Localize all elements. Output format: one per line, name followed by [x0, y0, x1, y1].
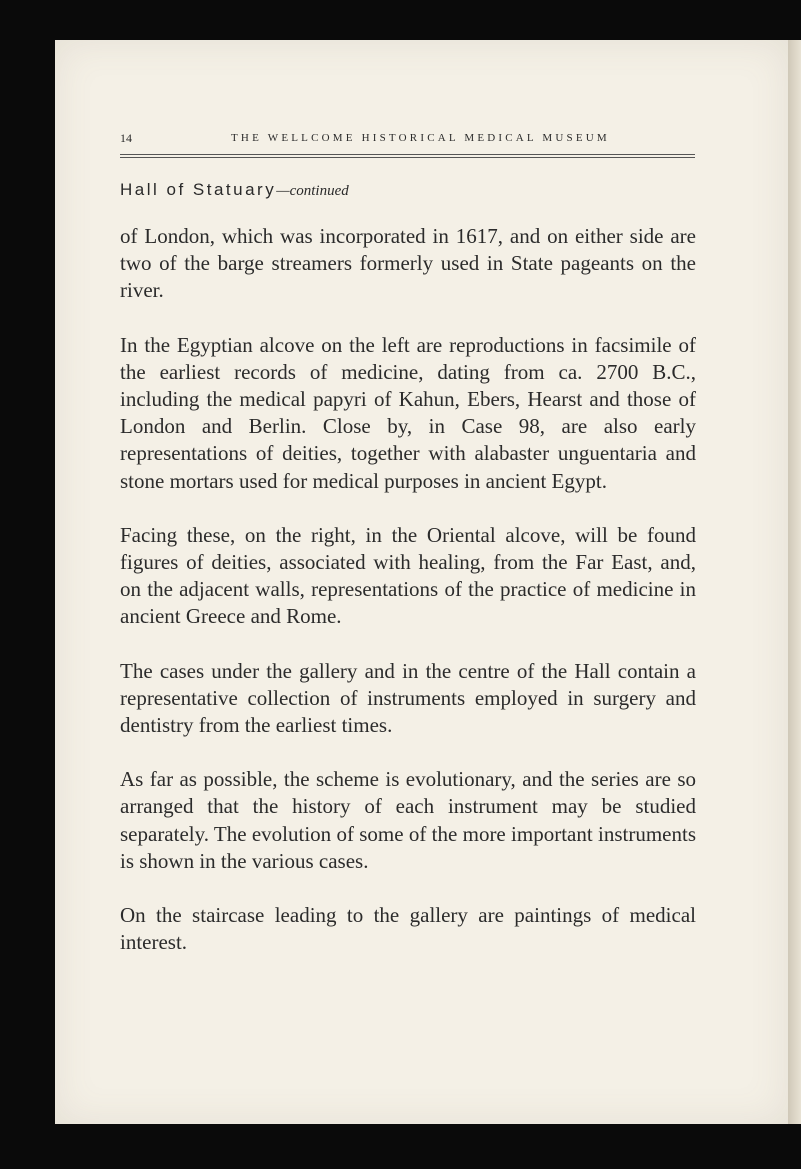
- paragraph: As far as possible, the scheme is evolutionary, and the series are so arranged that the history of each instrument may be studied separately. The evolution of some of the more important instruments is shown in the various cases.: [120, 767, 696, 873]
- paragraph: On the staircase leading to the gallery are paintings of medical interest.: [120, 903, 696, 955]
- header-rule-top: [120, 154, 695, 155]
- page-number: 14: [120, 131, 132, 145]
- section-title: Hall of Statuary: [120, 180, 277, 199]
- paragraph: The cases under the gallery and in the centre of the Hall contain a representative collection of instruments employed in surgery and dentistry from the earliest times.: [120, 658, 696, 738]
- paragraph: In the Egyptian alcove on the left are reproductions in facsimile of the earliest records of medicine, dating from ca. 2700 B.C., including the medical papyri of Kahun, Ebers, Hearst and those of London and Berlin. Close by, in Case 98, are also early representations of deities, together with alabaster unguentaria and stone mortars used for medical purposes in ancient Egypt.: [120, 332, 696, 493]
- paragraph: of London, which was incorporated in 1617, and on either side are two of the barge streamers formerly used in State pageants on the river.: [120, 224, 696, 303]
- page-edge: [788, 40, 801, 1124]
- section-continued: —continued: [276, 183, 349, 199]
- section-heading: [120, 180, 349, 200]
- paragraph: Facing these, on the right, in the Oriental alcove, will be found figures of deities, associated with healing, from the Far East, and, on the adjacent walls, representations of the practice of medicine in ancient Greece and Rome.: [120, 522, 696, 629]
- running-title: THE WELLCOME HISTORICAL MEDICAL MUSEUM: [231, 132, 610, 144]
- header-rule-bottom: [120, 157, 695, 158]
- body-text: [120, 223, 696, 983]
